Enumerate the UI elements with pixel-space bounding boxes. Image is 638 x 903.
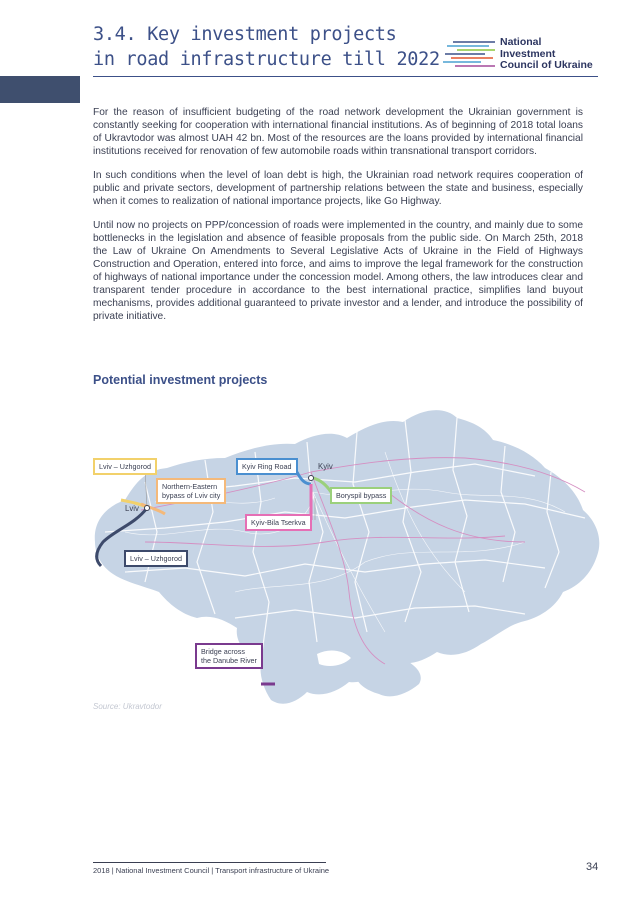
footer-rule xyxy=(93,862,326,863)
body-text xyxy=(93,106,583,334)
city-label-lviv: Lviv xyxy=(125,504,139,513)
project-label-lviv-bypass-line-1: Northern-Eastern xyxy=(162,482,218,491)
logo-text xyxy=(500,37,593,72)
paragraph-3: Until now no projects on PPP/concession of roads were implemented in the country, and mainly due to some bottlenecks in the legislation and absence of feasible proposals from the public side. On March 25th, 2018 the Law of Ukraine On Amendments to Several Legislative Acts of Ukraine in the Field of Highways Construction and Operation, entered into force, and aims to improve the legal framework for the construction of highways of national importance under the concession model. Among others, the law introduces clear and transparent tender procedure in accordance to the best international practice, simplifies land buyout mechanisms, provides additional guaranteed to private investor and a lender, and introduce the possibility of private initiative. xyxy=(93,220,583,322)
project-label-kyiv-bila-tserkva: Kyiv-Bila Tserkva xyxy=(245,514,312,531)
lviv-marker xyxy=(145,506,150,511)
project-label-danube-bridge-line-1: Bridge across xyxy=(201,647,245,656)
page-title xyxy=(93,22,440,72)
footer-text: 2018 | National Investment Council | Transport infrastructure of Ukraine xyxy=(93,866,330,875)
project-label-lviv-bypass-line-2: bypass of Lviv city xyxy=(162,491,221,500)
title-underline xyxy=(93,76,598,77)
project-label-lviv-uzhgorod-north: Lviv – Uzhgorod xyxy=(93,458,157,475)
project-label-boryspil-bypass: Boryspil bypass xyxy=(330,487,392,504)
logo-stripes-icon xyxy=(443,40,497,70)
page-title-line-2: in road infrastructure till 2022 xyxy=(93,49,440,70)
city-label-kyiv: Kyiv xyxy=(318,462,333,471)
project-label-danube-bridge-line-2: the Danube River xyxy=(201,656,257,665)
header-accent-block xyxy=(0,76,80,103)
project-label-lviv-uzhgorod: Lviv – Uzhgorod xyxy=(124,550,188,567)
logo-line-3: Council of Ukraine xyxy=(500,59,593,71)
page-title-line-1: 3.4. Key investment projects xyxy=(93,24,397,45)
kyiv-marker xyxy=(309,476,314,481)
paragraph-1: For the reason of insufficient budgeting of the road network development the Ukrainian government is constantly seeking for cooperation with international financial institutions. As of beginning of 2018 total loans of Ukravtodor was almost UAH 42 bn. Most of the resources are the loans provided by international financial institutions received for renovation of few automobile roads within transnational transport corridors. xyxy=(93,107,583,157)
logo-line-2: Investment xyxy=(500,47,556,60)
map-source: Source: Ukravtodor xyxy=(93,702,162,711)
nicu-logo xyxy=(443,37,603,73)
paragraph-2: In such conditions when the level of loan debt is high, the Ukrainian road network requires cooperation of public and private sectors, development of partnership relations between the state and business, especially when it comes to realization of national importance projects, like Go Highway. xyxy=(93,170,583,207)
project-label-lviv-bypass xyxy=(156,478,226,504)
page-number: 34 xyxy=(586,861,599,873)
project-label-kyiv-ring-road: Kyiv Ring Road xyxy=(236,458,298,475)
logo-line-1: National xyxy=(500,36,542,48)
map-section-title: Potential investment projects xyxy=(93,373,268,387)
project-label-danube-bridge xyxy=(195,643,263,669)
